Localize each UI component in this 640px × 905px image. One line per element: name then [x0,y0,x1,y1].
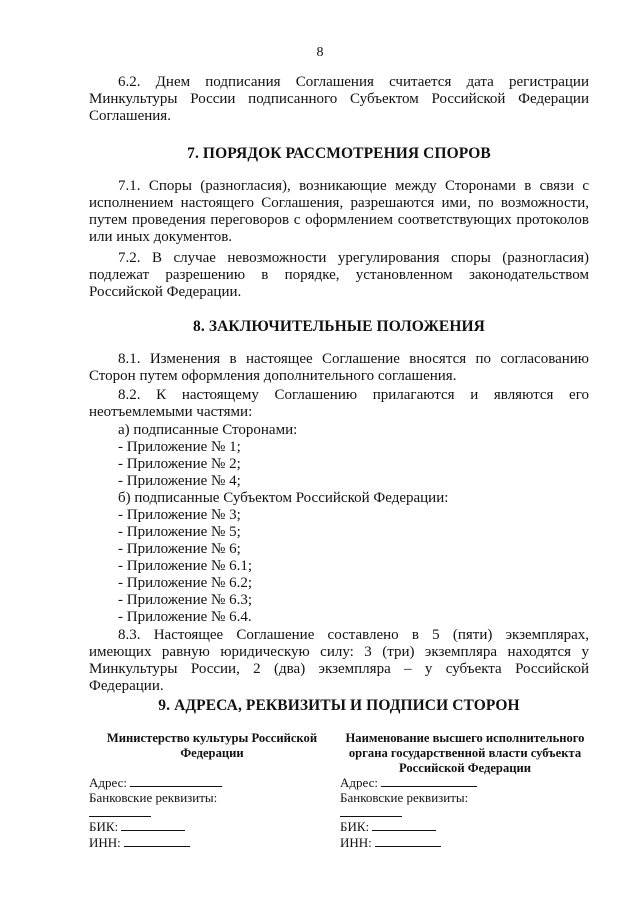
left-bik-row [89,818,185,834]
paragraph-7-2: 7.2. В случае невозможности урегулирования споры (разногласия) подлежат разрешению в порядке, установленном законодательством Российской Федерации. [89,250,589,300]
right-address-label: Адрес: [340,775,378,790]
right-address-blank [381,774,477,787]
left-address-blank [130,774,222,787]
attachments-list [118,422,588,626]
paragraph-8-2: 8.2. К настоящему Соглашению прилагаются и являются его неотъемлемыми частями: [89,387,589,420]
right-bik-blank [372,818,436,831]
paragraph-8-1: 8.1. Изменения в настоящее Соглашение вносятся по согласованию Сторон путем оформления дополнительного соглашения. [89,351,589,384]
right-inn-row [340,834,441,850]
right-inn-blank [375,834,441,847]
right-bik-label: БИК: [340,819,370,834]
list-item: - Приложение № 4; [118,473,241,489]
left-inn-blank [124,834,190,847]
party-right-title: Наименование высшего исполнительного органа государственной власти субъекта Российской Федерации [345,731,585,775]
left-bank-blank [89,816,151,817]
section-7-title: 7. ПОРЯДОК РАССМОТРЕНИЯ СПОРОВ [187,145,491,162]
list-b-heading: б) подписанные Субъектом Российской Федерации: [118,490,449,506]
paragraph-6-2: 6.2. Днем подписания Соглашения считается дата регистрации Минкультуры России подписанного Субъектом Российской Федерации Соглашения. [89,74,589,124]
right-inn-label: ИНН: [340,835,372,850]
list-item: - Приложение № 3; [118,507,241,523]
left-inn-row [89,834,190,850]
list-item: - Приложение № 1; [118,439,241,455]
paragraph-8-3: 8.3. Настоящее Соглашение составлено в 5 (пяти) экземплярах, имеющих равную юридическую силу: 3 (три) экземпляра находятся у Минкультуры России, 2 (два) экземпляра – у субъекта Российской Федерации. [89,627,589,694]
left-inn-label: ИНН: [89,835,121,850]
paragraph-7-1: 7.1. Споры (разногласия), возникающие между Сторонами в связи с исполнением настоящего Соглашения, разрешаются ими, по возможности, путем проведения переговоров с оформлением соответствующих протоколов или иных документов. [89,178,589,245]
list-item: - Приложение № 6.2; [118,575,252,591]
list-a-heading: а) подписанные Сторонами: [118,422,298,438]
list-item: - Приложение № 2; [118,456,241,472]
list-item: - Приложение № 6; [118,541,241,557]
list-item: - Приложение № 6.3; [118,592,252,608]
page-number: 8 [316,45,324,60]
list-item: - Приложение № 5; [118,524,241,540]
left-address-label: Адрес: [89,775,127,790]
party-left-title: Министерство культуры Российской Федерации [106,731,318,760]
list-item: - Приложение № 6.4. [118,609,252,625]
right-bik-row [340,818,436,834]
left-bik-blank [121,818,185,831]
left-bank-label: Банковские реквизиты: [89,790,218,805]
left-address-row [89,774,222,790]
right-bank-blank [340,816,402,817]
left-bik-label: БИК: [89,819,119,834]
section-9-title: 9. АДРЕСА, РЕКВИЗИТЫ И ПОДПИСИ СТОРОН [158,697,520,714]
party-right [340,731,590,776]
right-address-row [340,774,477,790]
party-left [96,731,328,761]
list-item: - Приложение № 6.1; [118,558,252,574]
section-8-title: 8. ЗАКЛЮЧИТЕЛЬНЫЕ ПОЛОЖЕНИЯ [193,318,485,335]
right-bank-label: Банковские реквизиты: [340,790,469,805]
